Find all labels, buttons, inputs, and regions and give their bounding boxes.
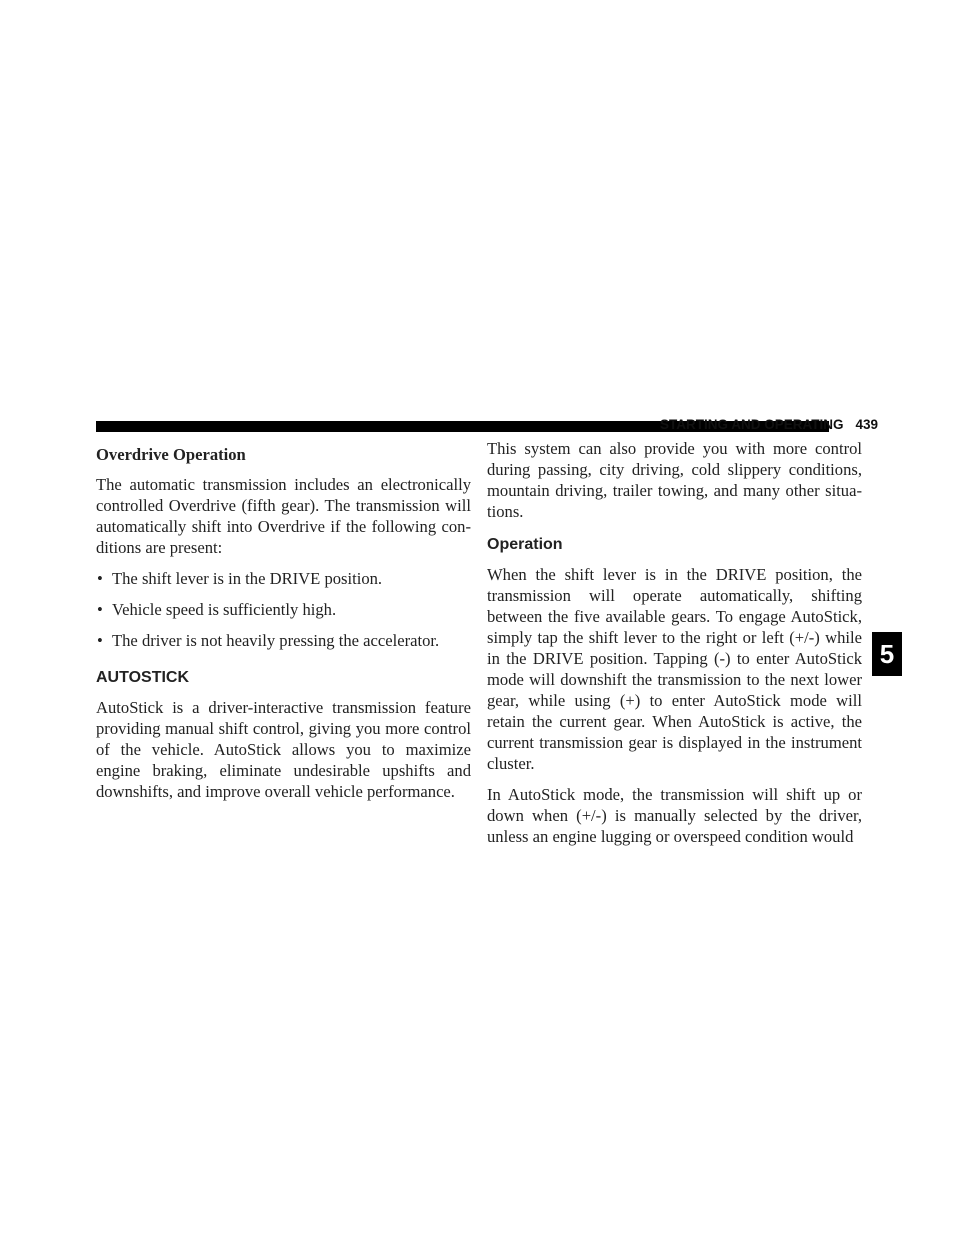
page-number: 439 [855, 417, 878, 432]
left-column [96, 438, 471, 812]
bullet-icon: • [97, 600, 103, 619]
right-column [487, 438, 862, 857]
list-item [96, 630, 471, 651]
bullet-icon: • [97, 569, 103, 588]
list-item [96, 599, 471, 620]
autostick-heading: AUTOSTICK [96, 669, 190, 686]
intro-paragraph: This system can also provide you with more control during passing, city driving, cold slippery conditions, mountain driving, trailer towing, and many other situations. [487, 439, 862, 521]
chapter-tab: 5 [872, 632, 902, 676]
list-item-text: The shift lever is in the DRIVE position. [112, 569, 383, 588]
conditions-list [96, 568, 471, 651]
list-item-text: Vehicle speed is sufficiently high. [112, 600, 337, 619]
operation-paragraph: When the shift lever is in the DRIVE position, the transmission will operate automatically, shifting between the five available gears. To engage AutoStick, simply tap the shift lever to the right or left (+/-) while in the DRIVE position. Tapping (-) to enter AutoStick mode will downshift the transmission to the next lower gear, while using (+) to enter AutoStick mode will retain the current gear. When AutoStick is active, the current transmission gear is displayed in the instrument cluster. [487, 565, 862, 773]
overdrive-heading: Overdrive Operation [96, 445, 246, 464]
operation-heading: Operation [487, 536, 563, 553]
operation-paragraph-continued: In AutoStick mode, the transmission will shift up or down when (+/-) is manually selected by the driver, unless an engine lugging or overspeed condition would [487, 785, 862, 846]
bullet-icon: • [97, 631, 103, 650]
section-title: STARTING AND OPERATING [659, 417, 844, 432]
running-header [660, 416, 878, 434]
autostick-paragraph: AutoStick is a driver-interactive transmission feature providing manual shift control, giving you more control of the vehicle. AutoStick allows you to maximize engine braking, eliminate undesirable upshifts and downshifts, and improve overall vehicle performance. [96, 698, 471, 801]
list-item-text: The driver is not heavily pressing the accelerator. [112, 631, 440, 650]
overdrive-paragraph: The automatic transmission includes an electronically controlled Overdrive (fifth gear). The transmission will automatically shift into Overdrive if the following conditions are present: [96, 475, 471, 557]
list-item [96, 568, 471, 589]
